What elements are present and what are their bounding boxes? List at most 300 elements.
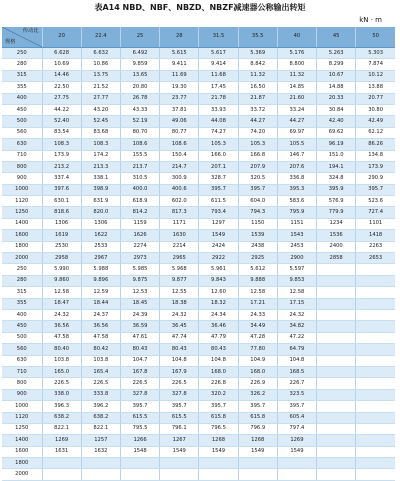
torque-value-cell: 33.93 <box>199 104 238 115</box>
table-row <box>2 196 395 207</box>
torque-value-cell: 1418 <box>356 230 395 241</box>
torque-value-cell: 80.77 <box>160 127 199 138</box>
torque-value-cell <box>42 458 81 469</box>
table-row <box>2 184 395 195</box>
table-row <box>2 104 395 115</box>
torque-value-cell: 24.33 <box>238 309 277 320</box>
row-size-cell: 900 <box>2 389 42 400</box>
torque-value-cell: 310.5 <box>120 173 159 184</box>
torque-value-cell: 5.985 <box>120 264 159 275</box>
row-size-cell: 1000 <box>2 184 42 195</box>
torque-value-cell: 796.1 <box>160 423 199 434</box>
table-row <box>2 366 395 377</box>
torque-value-cell: 400.0 <box>120 184 159 195</box>
table-row <box>2 321 395 332</box>
torque-value-cell <box>317 366 356 377</box>
torque-value-cell: 1630 <box>160 230 199 241</box>
torque-value-cell: 5.961 <box>199 264 238 275</box>
torque-value-cell: 77.80 <box>238 344 277 355</box>
torque-value-cell <box>317 344 356 355</box>
torque-value-cell <box>317 332 356 343</box>
torque-value-cell <box>120 458 159 469</box>
torque-value-cell: 47.28 <box>238 332 277 343</box>
torque-value-cell: 8.299 <box>317 59 356 70</box>
row-size-cell: 630 <box>2 139 42 150</box>
torque-value-cell: 1549 <box>277 446 316 457</box>
row-size-cell: 2000 <box>2 253 42 264</box>
torque-value-cell: 5.988 <box>81 264 120 275</box>
torque-value-cell: 108.6 <box>120 139 159 150</box>
torque-value-cell: 5.303 <box>356 48 395 59</box>
torque-value-cell <box>356 435 395 446</box>
torque-value-cell: 42.49 <box>356 116 395 127</box>
torque-value-cell: 396.2 <box>81 401 120 412</box>
torque-value-cell: 618.9 <box>120 196 159 207</box>
torque-value-cell: 1549 <box>238 446 277 457</box>
torque-value-cell: 24.34 <box>199 309 238 320</box>
torque-value-cell: 9.875 <box>120 275 159 286</box>
torque-table <box>2 27 395 481</box>
table-title: 表A14 NBD、NBF、NBZD、NBZF减速器公称输出转矩 <box>94 3 306 12</box>
torque-value-cell: 165.0 <box>42 366 81 377</box>
torque-value-cell: 47.58 <box>81 332 120 343</box>
torque-value-cell: 19.30 <box>160 82 199 93</box>
torque-value-cell: 27.77 <box>81 93 120 104</box>
torque-value-cell: 103.8 <box>42 355 81 366</box>
torque-value-cell <box>356 344 395 355</box>
torque-value-cell: 47.79 <box>199 332 238 343</box>
row-size-cell: 1120 <box>2 412 42 423</box>
row-size-cell: 280 <box>2 59 42 70</box>
row-size-cell: 280 <box>2 275 42 286</box>
row-size-cell: 315 <box>2 70 42 81</box>
torque-value-cell: 395.7 <box>160 401 199 412</box>
table-row <box>2 355 395 366</box>
torque-value-cell: 395.7 <box>356 184 395 195</box>
torque-value-cell: 213.7 <box>120 161 159 172</box>
torque-value-cell: 64.79 <box>277 344 316 355</box>
torque-value-cell: 1306 <box>81 218 120 229</box>
torque-value-cell: 2973 <box>120 253 159 264</box>
torque-value-cell <box>317 378 356 389</box>
row-size-cell: 1250 <box>2 207 42 218</box>
row-size-cell: 800 <box>2 161 42 172</box>
torque-value-cell: 1626 <box>120 230 159 241</box>
torque-value-cell <box>317 412 356 423</box>
torque-value-cell: 1631 <box>42 446 81 457</box>
torque-value-cell: 166.0 <box>199 150 238 161</box>
torque-value-cell <box>160 458 199 469</box>
torque-value-cell: 74.20 <box>238 127 277 138</box>
torque-value-cell: 320.2 <box>199 389 238 400</box>
torque-value-cell: 167.8 <box>120 366 159 377</box>
row-size-cell: 355 <box>2 298 42 309</box>
torque-value-cell: 1101 <box>356 218 395 229</box>
torque-value-cell: 30.84 <box>317 104 356 115</box>
torque-value-cell: 8.842 <box>238 59 277 70</box>
torque-value-cell: 20.33 <box>317 93 356 104</box>
row-size-cell: 1800 <box>2 458 42 469</box>
torque-value-cell: 103.8 <box>81 355 120 366</box>
torque-value-cell: 814.2 <box>120 207 159 218</box>
row-size-cell: 250 <box>2 48 42 59</box>
row-size-cell: 450 <box>2 104 42 115</box>
torque-value-cell: 69.62 <box>317 127 356 138</box>
torque-value-cell: 727.4 <box>356 207 395 218</box>
torque-value-cell: 44.08 <box>199 116 238 127</box>
torque-value-cell: 324.8 <box>317 173 356 184</box>
torque-value-cell: 8.800 <box>277 59 316 70</box>
torque-value-cell: 47.58 <box>42 332 81 343</box>
torque-value-cell: 10.67 <box>317 70 356 81</box>
torque-value-cell: 395.3 <box>277 184 316 195</box>
torque-table-body <box>2 27 395 480</box>
torque-value-cell <box>356 264 395 275</box>
torque-value-cell: 168.0 <box>199 366 238 377</box>
torque-value-cell: 17.45 <box>199 82 238 93</box>
torque-value-cell: 327.8 <box>160 389 199 400</box>
torque-value-cell: 146.7 <box>277 150 316 161</box>
torque-value-cell: 395.7 <box>238 184 277 195</box>
table-row <box>2 412 395 423</box>
torque-value-cell: 336.8 <box>277 173 316 184</box>
torque-value-cell: 12.60 <box>199 287 238 298</box>
torque-value-cell: 1549 <box>199 446 238 457</box>
table-row <box>2 116 395 127</box>
torque-value-cell: 18.45 <box>120 298 159 309</box>
torque-value-cell <box>356 275 395 286</box>
torque-value-cell: 5.615 <box>160 48 199 59</box>
torque-value-cell <box>317 275 356 286</box>
torque-value-cell: 36.46 <box>199 321 238 332</box>
torque-value-cell <box>277 458 316 469</box>
torque-value-cell: 86.26 <box>356 139 395 150</box>
torque-value-cell: 602.0 <box>160 196 199 207</box>
column-header: 31.5 <box>199 27 238 48</box>
torque-value-cell: 13.65 <box>120 70 159 81</box>
row-size-cell: 1250 <box>2 423 42 434</box>
torque-value-cell: 226.9 <box>238 378 277 389</box>
torque-value-cell: 213.2 <box>42 161 81 172</box>
torque-value-cell: 2533 <box>81 241 120 252</box>
torque-value-cell: 2900 <box>277 253 316 264</box>
torque-value-cell <box>356 355 395 366</box>
torque-value-cell: 1269 <box>277 435 316 446</box>
torque-value-cell: 166.8 <box>238 150 277 161</box>
torque-value-cell: 1171 <box>160 218 199 229</box>
torque-value-cell: 226.5 <box>120 378 159 389</box>
torque-value-cell <box>317 458 356 469</box>
torque-value-cell: 6.632 <box>81 48 120 59</box>
torque-value-cell: 13.75 <box>81 70 120 81</box>
torque-value-cell: 34.49 <box>238 321 277 332</box>
torque-value-cell: 398.9 <box>81 184 120 195</box>
torque-value-cell <box>317 321 356 332</box>
torque-value-cell: 36.56 <box>42 321 81 332</box>
torque-value-cell <box>317 264 356 275</box>
torque-value-cell: 226.5 <box>42 378 81 389</box>
torque-value-cell <box>317 401 356 412</box>
torque-value-cell: 1268 <box>238 435 277 446</box>
torque-value-cell: 397.6 <box>42 184 81 195</box>
torque-value-cell: 333.8 <box>81 389 120 400</box>
table-row <box>2 150 395 161</box>
torque-value-cell: 83.54 <box>42 127 81 138</box>
torque-value-cell <box>356 298 395 309</box>
torque-value-cell: 615.5 <box>160 412 199 423</box>
row-size-cell: 450 <box>2 321 42 332</box>
table-row <box>2 161 395 172</box>
table-row <box>2 389 395 400</box>
torque-value-cell: 17.21 <box>238 298 277 309</box>
torque-value-cell: 12.58 <box>238 287 277 298</box>
row-size-cell: 500 <box>2 332 42 343</box>
torque-value-cell: 47.74 <box>160 332 199 343</box>
torque-value-cell: 14.88 <box>317 82 356 93</box>
row-size-cell: 900 <box>2 173 42 184</box>
torque-value-cell: 1539 <box>238 230 277 241</box>
torque-value-cell: 1619 <box>42 230 81 241</box>
torque-value-cell: 151.0 <box>317 150 356 161</box>
torque-value-cell: 226.5 <box>160 378 199 389</box>
column-header: 28 <box>160 27 199 48</box>
torque-value-cell: 5.617 <box>199 48 238 59</box>
torque-value-cell: 1306 <box>42 218 81 229</box>
torque-value-cell: 583.6 <box>277 196 316 207</box>
row-size-cell: 500 <box>2 116 42 127</box>
torque-value-cell: 2274 <box>120 241 159 252</box>
row-size-cell: 1120 <box>2 196 42 207</box>
table-row <box>2 435 395 446</box>
torque-value-cell: 33.24 <box>277 104 316 115</box>
torque-value-cell: 83.68 <box>81 127 120 138</box>
torque-value-cell: 24.32 <box>277 309 316 320</box>
torque-value-cell <box>356 401 395 412</box>
torque-value-cell: 795.5 <box>120 423 159 434</box>
row-size-cell: 1600 <box>2 230 42 241</box>
torque-value-cell <box>356 366 395 377</box>
torque-value-cell <box>238 458 277 469</box>
table-row <box>2 207 395 218</box>
torque-value-cell: 1622 <box>81 230 120 241</box>
torque-value-cell: 1151 <box>277 218 316 229</box>
torque-value-cell: 328.7 <box>199 173 238 184</box>
row-size-cell: 250 <box>2 264 42 275</box>
torque-value-cell: 2858 <box>317 253 356 264</box>
torque-value-cell: 2965 <box>160 253 199 264</box>
column-header: 35.5 <box>238 27 277 48</box>
table-row <box>2 264 395 275</box>
torque-value-cell: 9.888 <box>238 275 277 286</box>
torque-value-cell: 108.3 <box>42 139 81 150</box>
ratio-header-label: 传动比 <box>22 28 39 34</box>
torque-value-cell: 817.3 <box>160 207 199 218</box>
torque-value-cell: 1548 <box>120 446 159 457</box>
torque-value-cell: 13.88 <box>356 82 395 93</box>
row-size-cell: 1400 <box>2 218 42 229</box>
torque-value-cell <box>317 435 356 446</box>
torque-value-cell: 30.80 <box>356 104 395 115</box>
torque-value-cell <box>356 332 395 343</box>
torque-value-cell: 47.61 <box>120 332 159 343</box>
torque-value-cell: 822.1 <box>81 423 120 434</box>
torque-value-cell: 2453 <box>277 241 316 252</box>
torque-value-cell: 12.58 <box>277 287 316 298</box>
torque-value-cell: 80.43 <box>160 344 199 355</box>
torque-value-cell: 37.81 <box>160 104 199 115</box>
torque-value-cell: 207.1 <box>199 161 238 172</box>
torque-value-cell: 134.8 <box>356 150 395 161</box>
table-row <box>2 139 395 150</box>
torque-value-cell: 818.6 <box>42 207 81 218</box>
torque-value-cell: 2925 <box>238 253 277 264</box>
torque-value-cell: 62.12 <box>356 127 395 138</box>
torque-value-cell <box>356 423 395 434</box>
torque-value-cell: 631.9 <box>81 196 120 207</box>
row-size-cell: 800 <box>2 378 42 389</box>
torque-value-cell: 327.8 <box>120 389 159 400</box>
row-size-cell: 1800 <box>2 241 42 252</box>
torque-value-cell: 10.69 <box>42 59 81 70</box>
table-row <box>2 253 395 264</box>
torque-value-cell: 1632 <box>81 446 120 457</box>
header-row <box>2 27 395 48</box>
torque-value-cell: 2263 <box>356 241 395 252</box>
torque-value-cell <box>356 458 395 469</box>
torque-value-cell <box>317 309 356 320</box>
torque-value-cell: 9.411 <box>160 59 199 70</box>
torque-value-cell: 794.3 <box>238 207 277 218</box>
torque-value-cell: 104.8 <box>160 355 199 366</box>
torque-value-cell: 12.58 <box>42 287 81 298</box>
torque-value-cell: 173.9 <box>356 161 395 172</box>
table-row <box>2 241 395 252</box>
torque-value-cell: 21.87 <box>238 93 277 104</box>
table-row <box>2 275 395 286</box>
torque-value-cell: 34.82 <box>277 321 316 332</box>
torque-value-cell: 80.42 <box>81 344 120 355</box>
torque-value-cell: 9.843 <box>199 275 238 286</box>
row-size-cell: 710 <box>2 366 42 377</box>
row-size-cell: 2000 <box>2 469 42 480</box>
torque-value-cell: 36.56 <box>81 321 120 332</box>
torque-value-cell: 6.628 <box>42 48 81 59</box>
torque-value-cell: 96.19 <box>317 139 356 150</box>
torque-value-cell: 5.968 <box>160 264 199 275</box>
torque-value-cell: 604.0 <box>238 196 277 207</box>
torque-value-cell: 395.9 <box>317 184 356 195</box>
row-size-cell: 400 <box>2 309 42 320</box>
torque-value-cell: 797.4 <box>277 423 316 434</box>
unit-label: kN · m <box>359 16 382 24</box>
torque-value-cell: 6.492 <box>120 48 159 59</box>
torque-value-cell: 9.877 <box>160 275 199 286</box>
corner-header-cell <box>2 27 42 48</box>
table-row <box>2 344 395 355</box>
torque-value-cell: 1159 <box>120 218 159 229</box>
torque-value-cell: 104.7 <box>120 355 159 366</box>
table-row <box>2 332 395 343</box>
row-size-cell: 710 <box>2 150 42 161</box>
torque-value-cell: 80.43 <box>120 344 159 355</box>
torque-value-cell: 1269 <box>42 435 81 446</box>
torque-value-cell: 395.7 <box>277 401 316 412</box>
torque-value-cell: 2438 <box>238 241 277 252</box>
torque-value-cell: 638.2 <box>81 412 120 423</box>
torque-value-cell: 155.5 <box>120 150 159 161</box>
torque-value-cell: 9.896 <box>81 275 120 286</box>
torque-value-cell: 796.9 <box>238 423 277 434</box>
torque-value-cell: 165.4 <box>81 366 120 377</box>
torque-value-cell: 323.5 <box>277 389 316 400</box>
table-row <box>2 446 395 457</box>
row-size-cell: 630 <box>2 355 42 366</box>
row-size-cell: 355 <box>2 82 42 93</box>
torque-value-cell: 44.22 <box>42 104 81 115</box>
torque-value-cell: 173.9 <box>42 150 81 161</box>
table-row <box>2 378 395 389</box>
torque-value-cell <box>356 378 395 389</box>
table-row <box>2 93 395 104</box>
torque-value-cell: 36.45 <box>160 321 199 332</box>
torque-value-cell: 2424 <box>199 241 238 252</box>
torque-value-cell: 1150 <box>238 218 277 229</box>
torque-value-cell: 80.43 <box>199 344 238 355</box>
row-size-cell: 1600 <box>2 446 42 457</box>
torque-value-cell: 2400 <box>317 241 356 252</box>
table-row <box>2 298 395 309</box>
torque-value-cell: 9.860 <box>42 275 81 286</box>
torque-value-cell: 80.70 <box>120 127 159 138</box>
torque-value-cell: 52.45 <box>81 116 120 127</box>
torque-value-cell <box>317 423 356 434</box>
torque-value-cell: 80.40 <box>42 344 81 355</box>
torque-value-cell: 44.27 <box>238 116 277 127</box>
torque-value-cell: 194.1 <box>317 161 356 172</box>
column-header: 25 <box>120 27 159 48</box>
torque-value-cell: 43.20 <box>81 104 120 115</box>
torque-value-cell: 1257 <box>81 435 120 446</box>
torque-value-cell: 24.32 <box>160 309 199 320</box>
torque-value-cell: 9.859 <box>120 59 159 70</box>
torque-value-cell: 24.32 <box>42 309 81 320</box>
torque-value-cell: 7.874 <box>356 59 395 70</box>
torque-value-cell: 44.27 <box>277 116 316 127</box>
torque-value-cell: 207.6 <box>277 161 316 172</box>
torque-value-cell: 74.27 <box>199 127 238 138</box>
torque-value-cell: 11.32 <box>277 70 316 81</box>
torque-value-cell: 20.77 <box>356 93 395 104</box>
torque-value-cell: 5.263 <box>317 48 356 59</box>
torque-value-cell: 11.69 <box>160 70 199 81</box>
torque-value-cell: 611.5 <box>199 196 238 207</box>
row-size-cell: 560 <box>2 344 42 355</box>
torque-value-cell: 16.50 <box>238 82 277 93</box>
torque-value-cell: 615.8 <box>199 412 238 423</box>
torque-value-cell: 11.32 <box>238 70 277 81</box>
torque-value-cell: 18.47 <box>42 298 81 309</box>
table-row <box>2 70 395 81</box>
table-row <box>2 82 395 93</box>
torque-value-cell: 105.3 <box>238 139 277 150</box>
torque-value-cell: 9.853 <box>277 275 316 286</box>
torque-value-cell: 576.9 <box>317 196 356 207</box>
torque-value-cell: 24.37 <box>81 309 120 320</box>
torque-value-cell: 2958 <box>42 253 81 264</box>
torque-value-cell: 11.68 <box>199 70 238 81</box>
torque-value-cell: 17.15 <box>277 298 316 309</box>
column-header: 45 <box>317 27 356 48</box>
